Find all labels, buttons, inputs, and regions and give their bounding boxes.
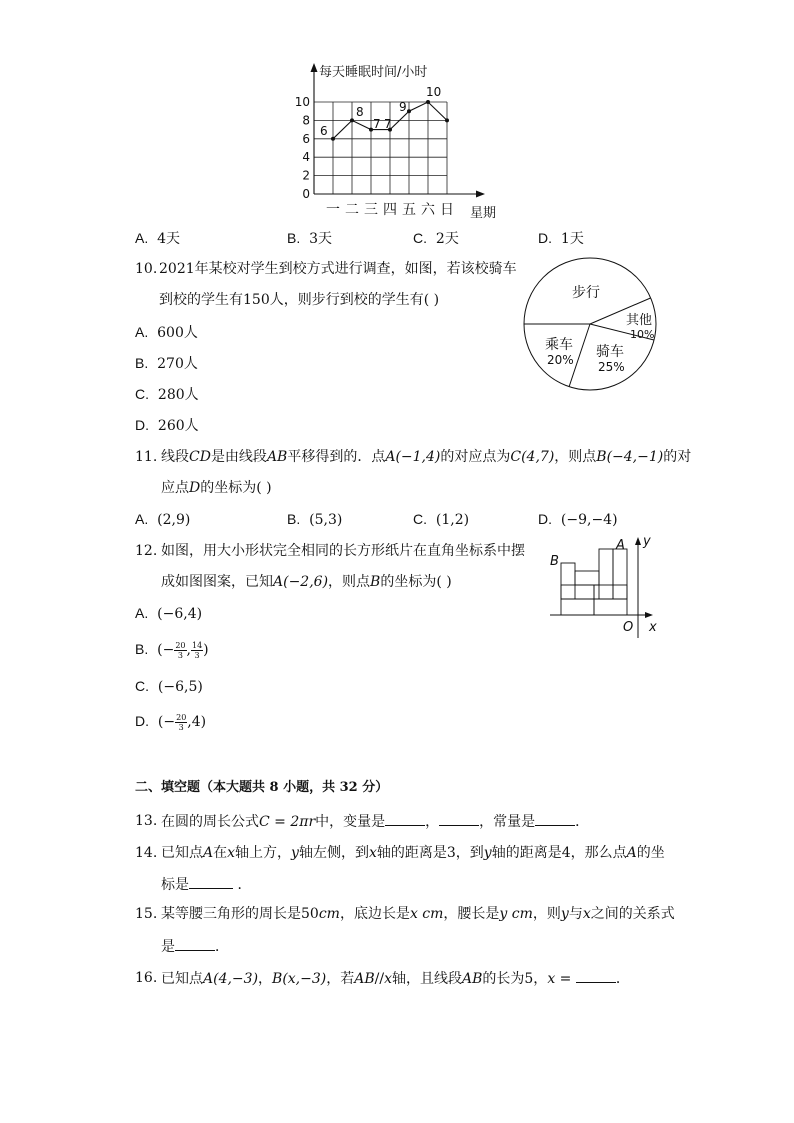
q12-option-a[interactable]: A. (−6,4) <box>135 605 203 622</box>
chart-point-mon <box>331 137 335 141</box>
q14-stem-line1: 已知点A在x轴上方，y轴左侧，到x轴的距离是3，到y轴的距离是4，那么点A的坐 <box>161 845 665 861</box>
chart-x-ticks <box>326 202 454 218</box>
figure-rectangles <box>561 549 627 615</box>
figure-label-o: O <box>623 620 634 635</box>
q12-stem-line1: 如图，用大小形状完全相同的长方形纸片在直角坐标系中摆 <box>161 543 525 559</box>
q10-option-b[interactable]: B. 270人 <box>135 355 198 372</box>
y-tick-10: 10 <box>294 95 310 109</box>
q9-option-b[interactable]: B. 3天 <box>287 230 333 247</box>
chart-point-sat <box>426 100 430 104</box>
point-label-thu: 7 <box>384 117 392 131</box>
q10-option-a[interactable]: A. 600人 <box>135 324 198 341</box>
q13-blank-3[interactable] <box>535 811 575 826</box>
q11-stem-line1: 线段CD是由线段AB平移得到的．点A(−1,4)的对应点为C(4,7)，则点B(−4,−1)的对 <box>161 449 692 465</box>
pie-pct-bus: 20% <box>547 353 574 367</box>
q10-option-d[interactable]: D. 260人 <box>135 417 199 434</box>
figure-axes <box>550 537 653 638</box>
x-tick-sun: 日 <box>440 202 454 218</box>
sleep-line-chart <box>290 58 510 223</box>
y-tick-0: 0 <box>302 187 310 201</box>
pie-pct-other: 10% <box>630 328 655 341</box>
q9-option-d[interactable]: D. 1天 <box>538 230 584 247</box>
q11-number: 11. <box>135 449 158 465</box>
x-tick-tue: 二 <box>345 202 359 218</box>
q16-number: 16. <box>135 970 158 986</box>
rectangle-pattern-figure <box>545 532 670 642</box>
q11-stem-line2: 应点D的坐标为( ) <box>161 480 272 496</box>
point-label-wed: 7 <box>373 117 381 131</box>
q15-stem-line2: 是 ． <box>161 936 229 957</box>
y-tick-2: 2 <box>302 168 310 183</box>
q11-option-c[interactable]: C. (1,2) <box>413 511 470 528</box>
pie-pct-bike: 25% <box>598 360 625 374</box>
fraction-14-3: $\frac{14}{3}$ <box>191 640 203 660</box>
q15-number: 15. <box>135 906 158 922</box>
q14-stem-line2: 标是 ． <box>161 874 251 895</box>
point-label-tue: 8 <box>356 105 364 119</box>
x-tick-wed: 三 <box>364 202 378 218</box>
q9-option-a[interactable]: A. 4天 <box>135 230 181 247</box>
q13-blank-2[interactable] <box>439 811 479 826</box>
y-tick-6: 6 <box>302 131 310 146</box>
q14-number: 14. <box>135 845 158 861</box>
q16-stem: 已知点A(4,−3)，B(x,−3)，若AB//x轴，且线段AB的长为5，x = ． <box>161 968 630 989</box>
y-tick-4: 4 <box>302 150 310 165</box>
chart-y-ticks <box>295 95 310 201</box>
chart-point-sun <box>445 118 449 122</box>
q12-stem-line2: 成如图图案，已知A(−2,6)，则点B的坐标为( ) <box>161 574 452 590</box>
fraction-20-3: $\frac{20}{3}$ <box>175 640 186 660</box>
point-label-mon: 6 <box>320 124 328 138</box>
pie-label-walk: 步行 <box>572 285 600 301</box>
q12-option-c[interactable]: C. (−6,5) <box>135 678 203 695</box>
chart-x-axis-label: 星期 <box>470 206 497 221</box>
q10-number: 10. <box>135 261 158 277</box>
q12-number: 12. <box>135 543 158 559</box>
figure-label-x: x <box>649 620 657 635</box>
point-label-sat: 10 <box>426 85 442 99</box>
q12-option-b[interactable]: B. (− $\frac{20}{3}$ , $\frac{14}{3}$ ) <box>135 640 209 660</box>
point-label-fri: 9 <box>399 100 407 114</box>
q12-option-d[interactable]: D. (− $\frac{20}{3}$ ,4) <box>135 712 207 732</box>
q14-blank[interactable] <box>189 874 233 889</box>
q11-option-b[interactable]: B. (5,3) <box>287 511 343 528</box>
pie-label-other: 其他 <box>626 313 653 328</box>
chart-y-axis-label: 每天睡眠时间/小时 <box>319 65 428 80</box>
x-tick-thu: 四 <box>383 202 397 218</box>
q13-blank-1[interactable] <box>385 811 425 826</box>
y-tick-8: 8 <box>302 113 310 128</box>
section2-title: 二、填空题（本大题共 8 小题，共 32 分） <box>135 780 389 795</box>
q13-number: 13. <box>135 813 158 829</box>
chart-point-tue <box>350 118 354 122</box>
figure-label-a: A <box>616 538 625 553</box>
pie-label-bus: 乘车 <box>545 337 573 353</box>
pie-label-bike: 骑车 <box>596 344 624 360</box>
q10-stem-line2: 到校的学生有150人，则步行到校的学生有( ) <box>159 292 440 308</box>
q13-stem: 在圆的周长公式C = 2πr中，变量是 ， ，常量是 ． <box>161 811 589 832</box>
transport-pie-chart <box>520 252 660 397</box>
q15-stem-line1: 某等腰三角形的周长是50cm，底边长是x cm，腰长是y cm，则y与x之间的关系式 <box>161 906 675 922</box>
chart-point-fri <box>407 109 411 113</box>
x-tick-fri: 五 <box>402 202 416 218</box>
figure-label-y: y <box>643 534 651 549</box>
q10-option-c[interactable]: C. 280人 <box>135 386 199 403</box>
q10-stem-line1: 2021年某校对学生到校方式进行调查，如图，若该校骑车 <box>159 261 517 277</box>
x-tick-sat: 六 <box>421 202 435 218</box>
q16-blank[interactable] <box>576 968 616 983</box>
q15-blank[interactable] <box>175 936 215 951</box>
fraction-20-3-d: $\frac{20}{3}$ <box>176 712 187 732</box>
figure-label-b: B <box>550 554 559 569</box>
chart-grid <box>314 102 447 194</box>
q11-option-d[interactable]: D. (−9,−4) <box>538 511 618 528</box>
chart-axes <box>311 63 486 198</box>
x-tick-mon: 一 <box>326 202 340 218</box>
q11-option-a[interactable]: A. (2,9) <box>135 511 191 528</box>
q9-option-c[interactable]: C. 2天 <box>413 230 459 247</box>
